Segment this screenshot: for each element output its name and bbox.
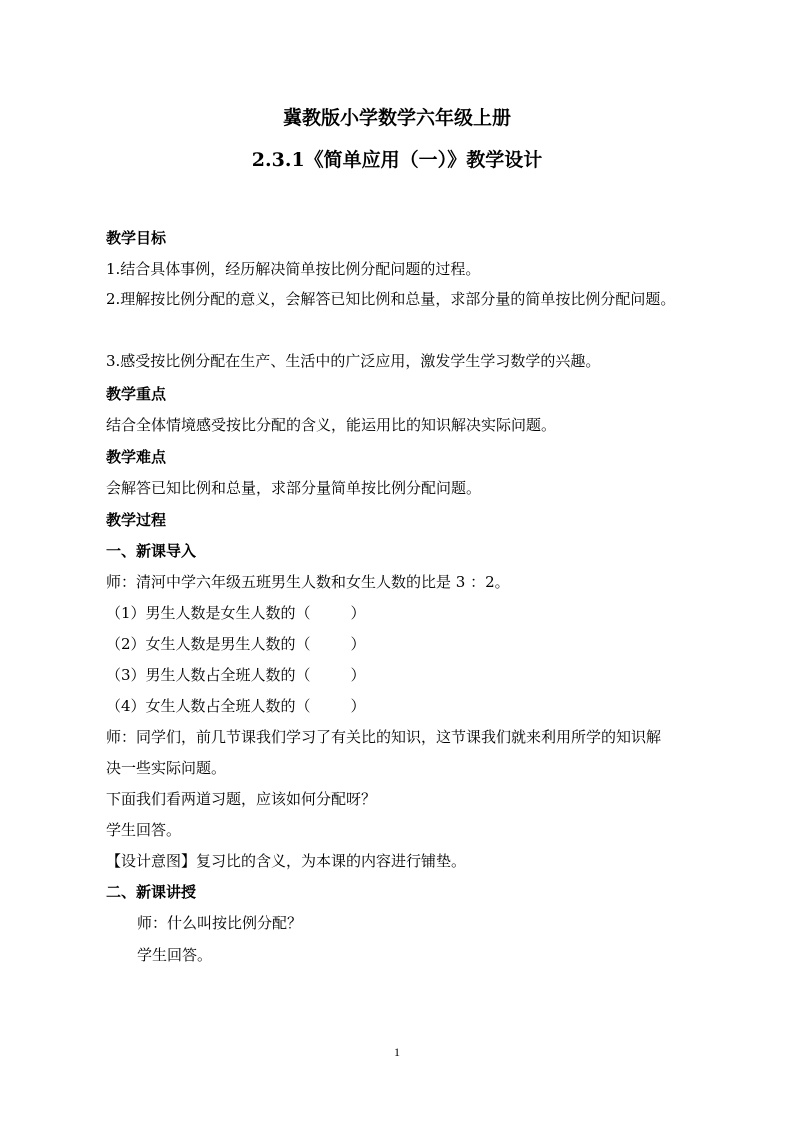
question-1 [106,603,366,623]
design-intent: 【设计意图】复习比的含义，为本课的内容进行铺垫。 [106,852,467,870]
objectives-heading: 教学目标 [106,229,167,247]
question-3-text: （3）男生人数占全班人数的（ [106,666,311,684]
objective-1: 1.结合具体事例，经历解决简单按比例分配问题的过程。 [106,260,481,278]
objective-3: 3.感受按比例分配在生产、生活中的广泛应用，激发学生学习数学的兴趣。 [106,352,601,370]
prompt-text: 下面我们看两道习题，应该如何分配呀？ [106,790,377,808]
close-paren: ） [350,604,366,622]
student-answer-2: 学生回答。 [137,946,213,964]
close-paren: ） [350,635,366,653]
teacher-line-b: 决一些实际问题。 [106,759,227,777]
document-title-lesson: 2.3.1《简单应用（一）》教学设计 [251,149,543,171]
question-1-text: （1）男生人数是女生人数的（ [106,604,311,622]
close-paren: ） [350,666,366,684]
part1-heading: 一、新课导入 [106,542,197,560]
key-points-text: 结合全体情境感受按比分配的含义，能运用比的知识解决实际问题。 [106,416,557,434]
teacher-line-a: 师：同学们，前几节课我们学习了有关比的知识，这节课我们就来利用所学的知识解 [106,728,662,746]
question-2 [106,634,366,654]
part2-heading: 二、新课讲授 [106,883,197,901]
document-title-series: 冀教版小学数学六年级上册 [282,107,511,129]
close-paren: ） [350,697,366,715]
page-number: 1 [394,1045,400,1059]
difficulty-text: 会解答已知比例和总量，求部分量简单按比例分配问题。 [106,479,482,497]
difficulty-heading: 教学难点 [106,448,167,466]
objective-2: 2.理解按比例分配的意义，会解答已知比例和总量，求部分量的简单按比例分配问题。 [106,290,676,308]
process-heading: 教学过程 [106,511,167,529]
key-points-heading: 教学重点 [106,385,167,403]
teacher-question: 师：什么叫按比例分配？ [137,914,303,932]
intro-text: 师：清河中学六年级五班男生人数和女生人数的比是 3 ：2。 [106,573,510,591]
question-4-text: （4）女生人数占全班人数的（ [106,697,311,715]
question-4 [106,696,366,716]
question-3 [106,665,366,685]
question-2-text: （2）女生人数是男生人数的（ [106,635,311,653]
student-answer-1: 学生回答。 [106,821,182,839]
